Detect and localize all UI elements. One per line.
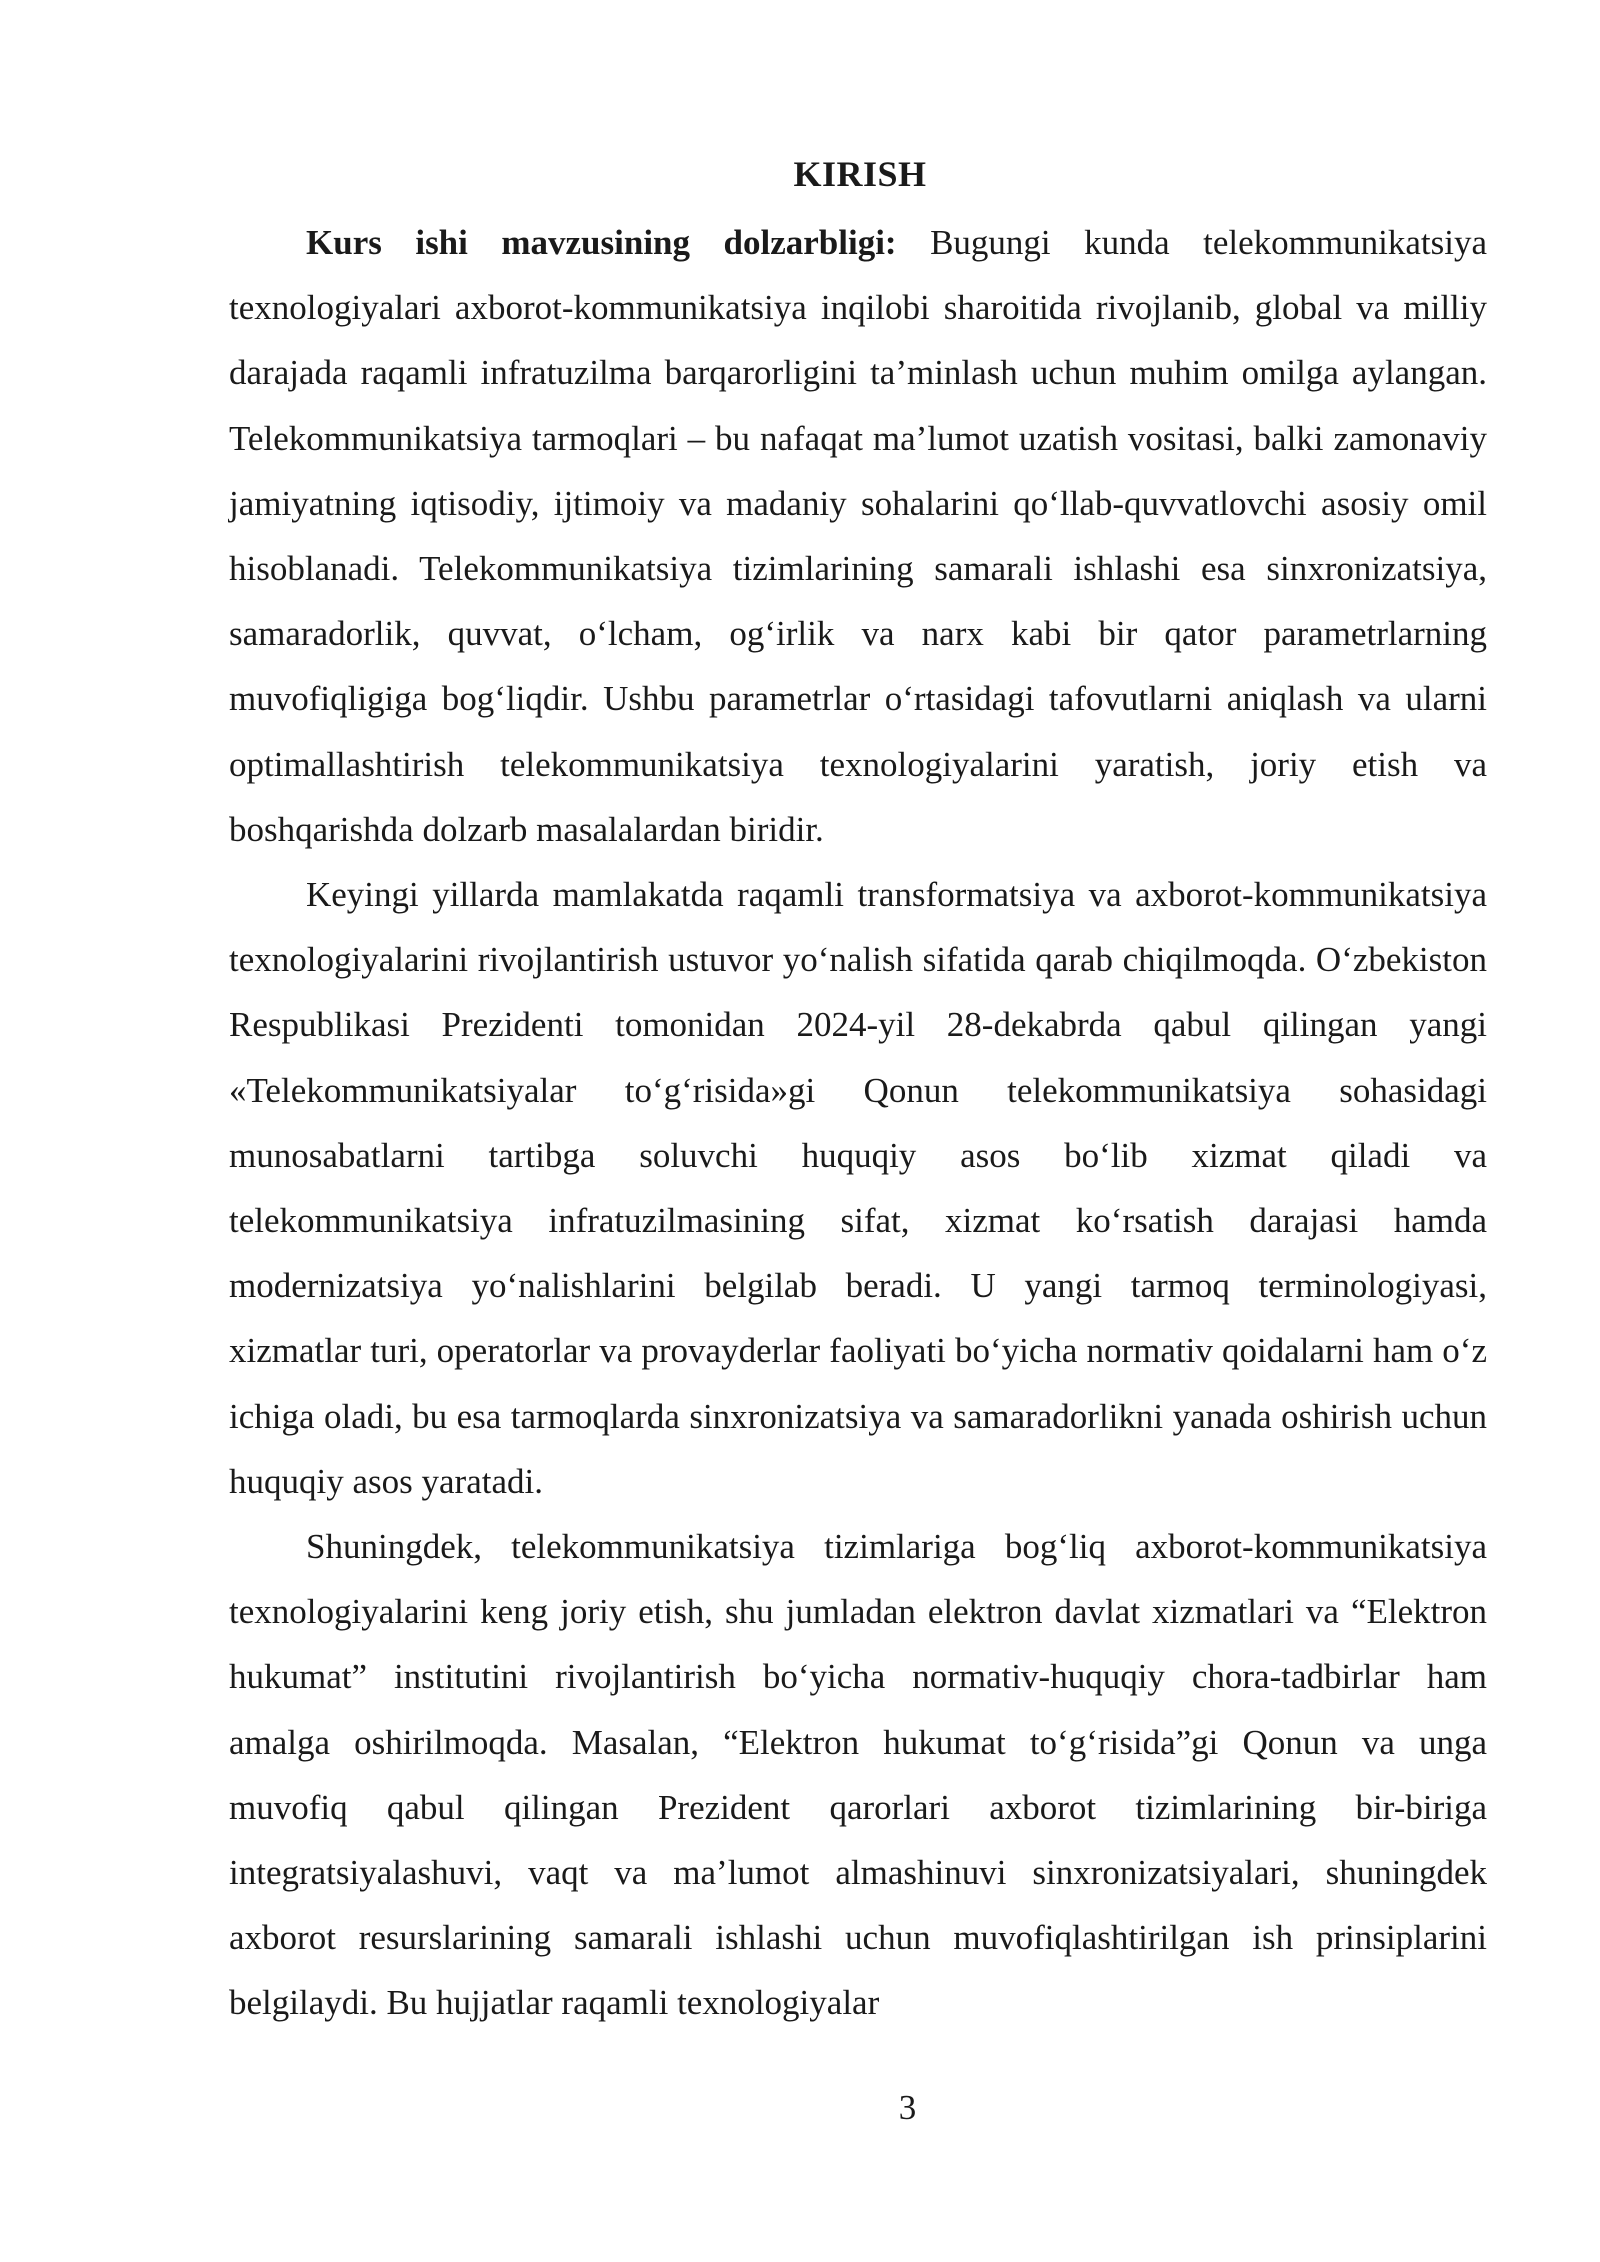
paragraph-relevance	[229, 210, 1487, 862]
paragraph-text: Bugungi kunda telekommunikatsiya texnologiyalari axborot-kommunikatsiya inqilobi sharoitida rivojlanib, global va milliy darajada raqamli infratuzilma barqarorligini ta’minlash uchun muhim omilga aylangan. Telekommunikatsiya tarmoqlari – bu nafaqat ma’lumot uzatish vositasi, balki zamonaviy jamiyatning iqtisodiy, ijtimoiy va madaniy sohalarini qo‘llab-quvvatlovchi asosiy omil hisoblanadi. Telekommunikatsiya tizimlarining samarali ishlashi esa sinxronizatsiya, samaradorlik, quvvat, o‘lcham, og‘irlik va narx kabi bir qator parametrlarning muvofiqligiga bog‘liqdir. Ushbu parametrlar o‘rtasidagi tafovutlarni aniqlash va ularni optimallashtirish telekommunikatsiya texnologiyalarini yaratish, joriy etish va boshqarishda dolzarb masalalardan biridir.	[229, 223, 1487, 849]
paragraph-text: Keyingi yillarda mamlakatda raqamli transformatsiya va axborot-kommunikatsiya texnologiyalarini rivojlantirish ustuvor yo‘nalish sifatida qarab chiqilmoqda. O‘zbekiston Respublikasi Prezidenti tomonidan 2024-yil 28-dekabrda qabul qilingan yangi «Telekommunikatsiyalar to‘g‘risida»gi Qonun telekommunikatsiya sohasidagi munosabatlarni tartibga soluvchi huquqiy asos bo‘lib xizmat qiladi va telekommunikatsiya infratuzilmasining sifat, xizmat ko‘rsatish darajasi hamda modernizatsiya yo‘nalishlarini belgilab beradi. U yangi tarmoq terminologiyasi, xizmatlar turi, operatorlar va provayderlar faoliyati bo‘yicha normativ qoidalarni ham o‘z ichiga oladi, bu esa tarmoqlarda sinxronizatsiya va samaradorlikni yanada oshirish uchun huquqiy asos yaratadi.	[229, 875, 1487, 1501]
document-body	[229, 210, 1487, 2036]
paragraph-lead: Kurs ishi mavzusining dolzarbligi:	[306, 223, 897, 262]
paragraph-legislation	[229, 862, 1487, 1514]
section-heading: KIRISH	[793, 154, 927, 194]
paragraph-text: Shuningdek, telekommunikatsiya tizimlariga bog‘liq axborot-kommunikatsiya texnologiyalarini keng joriy etish, shu jumladan elektron davlat xizmatlari va “Elektron hukumat” institutini rivojlantirish bo‘yicha normativ-huquqiy chora-tadbirlar ham amalga oshirilmoqda. Masalan, “Elektron hukumat to‘g‘risida”gi Qonun va unga muvofiq qabul qilingan Prezident qarorlari axborot tizimlarining bir-biriga integratsiyalashuvi, vaqt va ma’lumot almashinuvi sinxronizatsiyalari, shuningdek axborot resurslarining samarali ishlashi uchun muvofiqlashtirilgan ish prinsiplarini belgilaydi. Bu hujjatlar raqamli texnologiyalar	[229, 1527, 1487, 2023]
page-number: 3	[898, 2088, 917, 2127]
paragraph-e-government	[229, 1514, 1487, 2036]
